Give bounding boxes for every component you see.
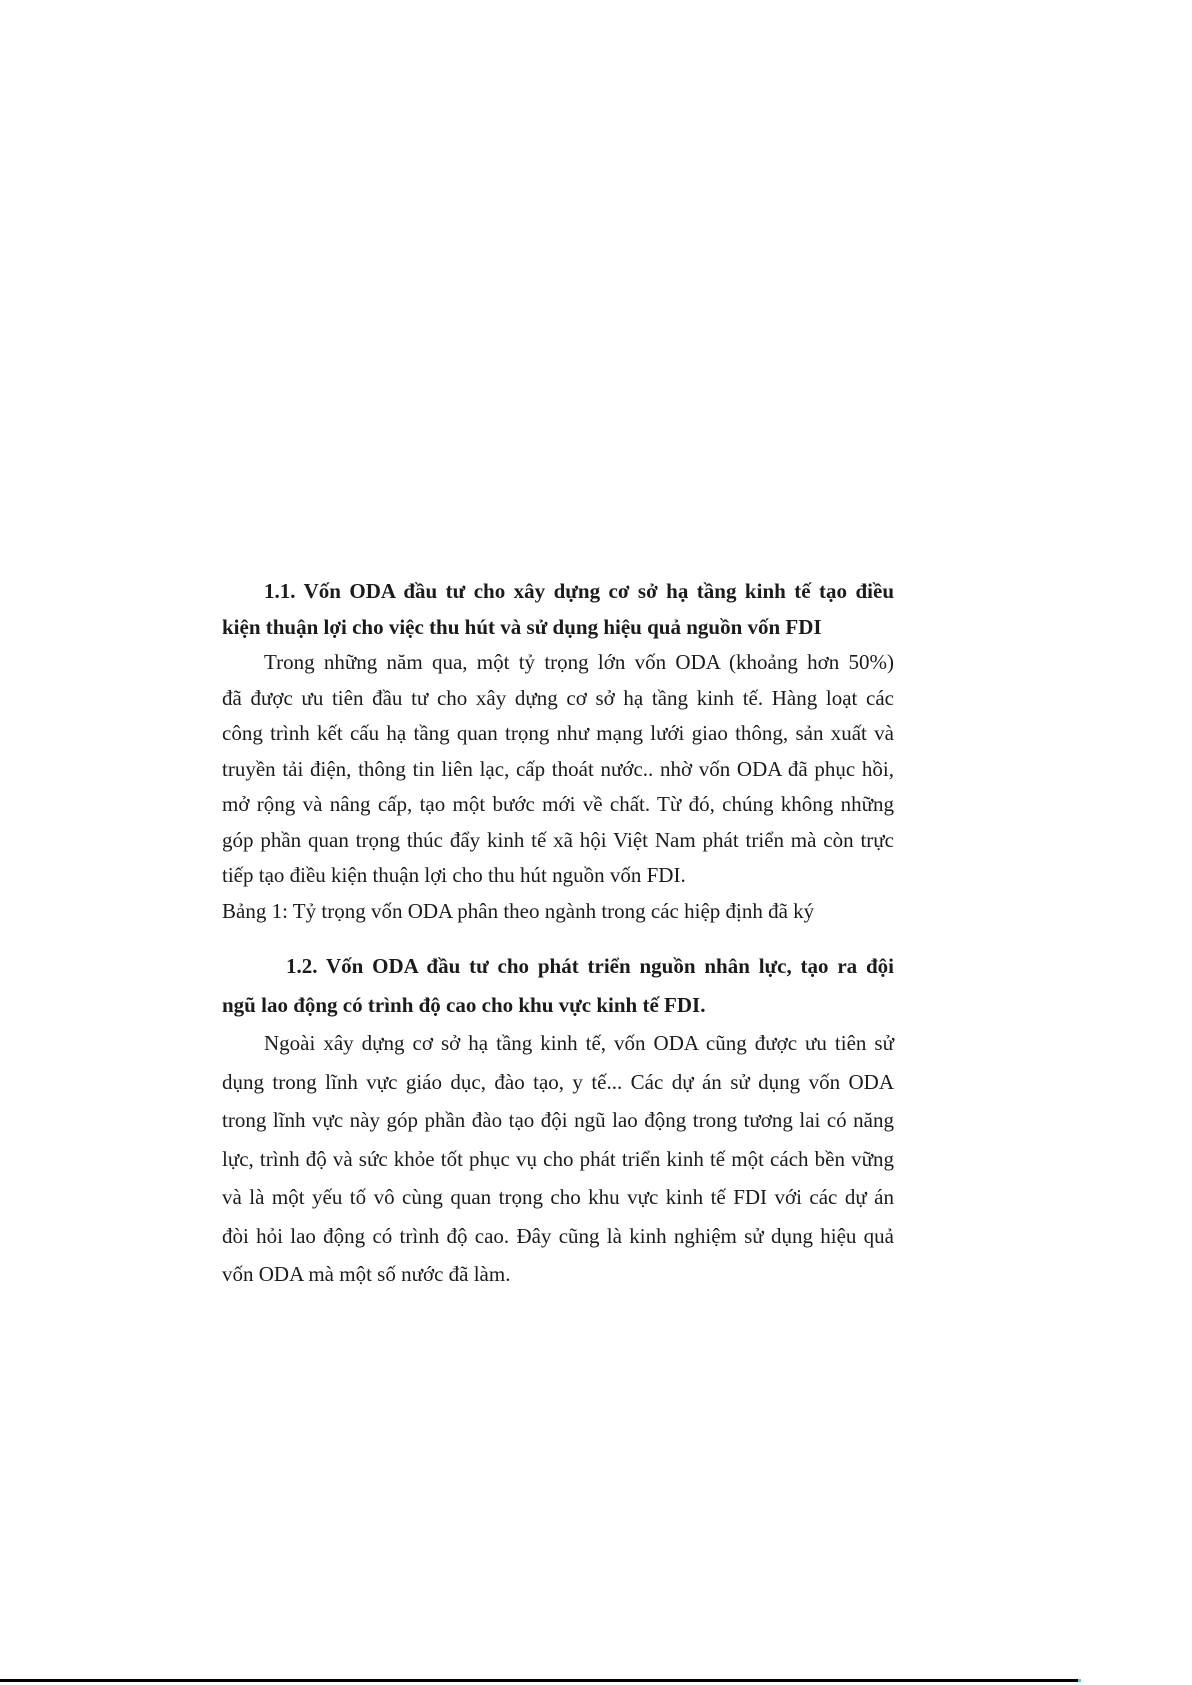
text-column [222,574,894,1294]
paragraph-line: Trong những năm qua, một tỷ trọng lớn vốn ODA (khoảng hơn 50%) [264,650,894,674]
paragraph-line: đòi hỏi lao động có trình độ cao. Đây cũng là kinh nghiệm sử dụng hiệu quả [222,1223,894,1248]
paragraph-line: vốn ODA mà một số nước đã làm. [222,1262,511,1286]
section-1-2 [222,947,894,1294]
paragraph-line: trong lĩnh vực này góp phần đào tạo đội ngũ lao động trong tương lai có năng [222,1108,894,1132]
paragraph-line: mở rộng và nâng cấp, tạo một bước mới về chất. Từ đó, chúng không những [222,792,894,816]
paragraph-line: Ngoài xây dựng cơ sở hạ tầng kinh tế, vốn ODA cũng được ưu tiên sử [264,1031,894,1055]
paragraph-line: góp phần quan trọng thúc đẩy kinh tế xã hội Việt Nam phát triển mà còn trực [222,827,894,852]
section-1-1-heading-line-1: 1.1. Vốn ODA đầu tư cho xây dựng cơ sở hạ tầng kinh tế tạo điều [264,579,894,603]
paragraph-line: tiếp tạo điều kiện thuận lợi cho thu hút nguồn vốn FDI. [222,863,686,887]
section-1-1-heading-line-2: kiện thuận lợi cho việc thu hút và sử dụng hiệu quả nguồn vốn FDI [222,614,822,639]
section-1-2-heading-line-1: 1.2. Vốn ODA đầu tư cho phát triển nguồn nhân lực, tạo ra đội [286,954,894,978]
paragraph-line: công trình kết cấu hạ tầng quan trọng như mạng lưới giao thông, sản xuất và [222,721,894,745]
paragraph-line: lực, trình độ và sức khỏe tốt phục vụ cho phát triển kinh tế một cách bền vững [222,1146,894,1171]
section-1-1 [222,574,894,929]
paragraph-line: và là một yếu tố vô cùng quan trọng cho khu vực kinh tế FDI với các dự án [222,1185,894,1209]
paragraph-line: truyền tải điện, thông tin liên lạc, cấp thoát nước.. nhờ vốn ODA đã phục hồi, [222,756,894,781]
table-1-caption: Bảng 1: Tỷ trọng vốn ODA phân theo ngành trong các hiệp định đã ký [222,898,815,923]
page-bottom-border [0,1679,1078,1682]
scan-artifact-dot [1078,1679,1081,1682]
paragraph-line: đã được ưu tiên đầu tư cho xây dựng cơ sở hạ tầng kinh tế. Hàng loạt các [222,685,894,710]
paragraph-line: dụng trong lĩnh vực giáo dục, đào tạo, y tế... Các dự án sử dụng vốn ODA [222,1069,894,1094]
section-1-2-heading-line-2: ngũ lao động có trình độ cao cho khu vực kinh tế FDI. [222,992,706,1017]
